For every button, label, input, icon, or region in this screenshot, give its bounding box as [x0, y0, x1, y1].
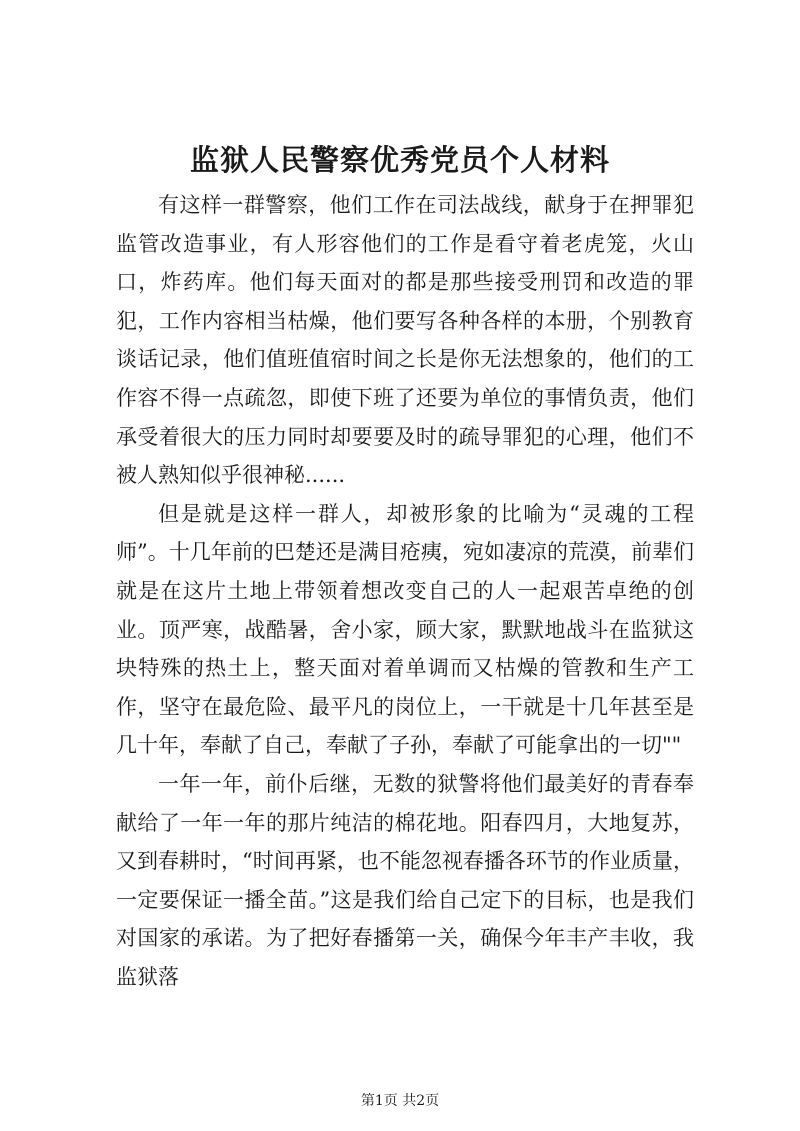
paragraph-2: 但是就是这样一群人，却被形象的比喻为“灵魂的工程师”。十几年前的巴楚还是满目疮痍，宛如凄凉的荒漠，前辈们就是在这片土地上带领着想改变自己的人一起艰苦卓绝的创业。顶严寒，战酷暑，舍小家，顾大家，默默地战斗在监狱这块特殊的热土上，整天面对着单调而又枯燥的管教和生产工作，坚守在最危险、最平凡的岗位上，一干就是十几年甚至是几十年，奉献了自己，奉献了子孙，奉献了可能拿出的一切"" — [116, 501, 694, 758]
page-title: 监狱人民警察优秀党员个人材料 — [189, 143, 610, 177]
page-footer: 第1页 共2页 — [360, 1093, 440, 1109]
document-body — [116, 186, 694, 996]
paragraph-1: 有这样一群警察，他们工作在司法战线，献身于在押罪犯监管改造事业，有人形容他们的工作是看守着老虎笼，火山口，炸药库。他们每天面对的都是那些接受刑罚和改造的罪犯，工作内容相当枯燥，他们要写各种各样的本册，个别教育谈话记录，他们值班值宿时间之长是你无法想象的，他们的工作容不得一点疏忽，即使下班了还要为单位的事情负责，他们承受着很大的压力同时却要要及时的疏导罪犯的心理，他们不被人熟知似乎很神秘...... — [116, 193, 694, 488]
paragraph-3: 一年一年，前仆后继，无数的狱警将他们最美好的青春奉献给了一年一年的那片纯洁的棉花地。阳春四月，大地复苏，又到春耕时，“时间再紧，也不能忽视春播各环节的作业质量，一定要保证一播全苗。”这是我们给自己定下的目标，也是我们对国家的承诺。为了把好春播第一关，确保今年丰产丰收，我监狱落 — [116, 771, 694, 989]
